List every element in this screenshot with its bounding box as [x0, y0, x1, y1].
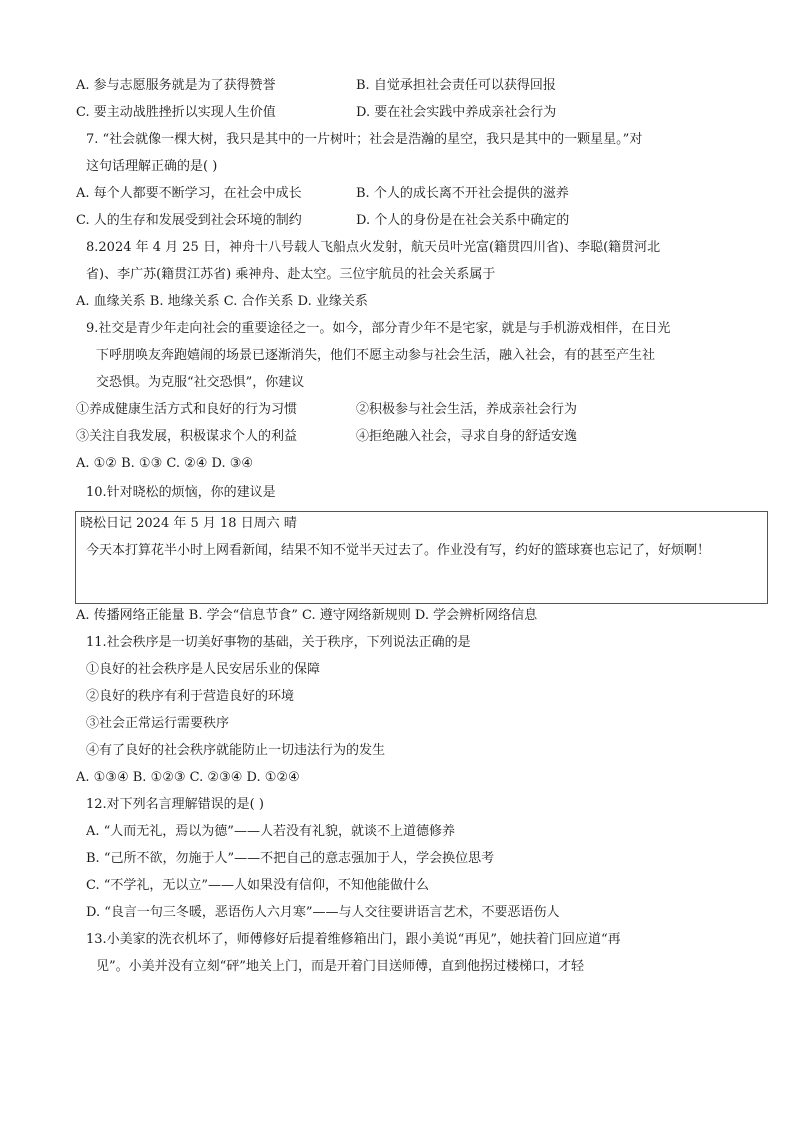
q11-statement-1: ①良好的社会秩序是人民安居乐业的保障 [86, 662, 321, 677]
q6-option-a: A. 参与志愿服务就是为了获得赞誉 [76, 78, 276, 93]
q7-option-a: A. 每个人都要不断学习，在社会中成长 [76, 186, 302, 201]
q12-option-b: B. “己所不欲，勿施于人”——不把自己的意志强加于人，学会换位思考 [86, 851, 495, 866]
q13-stem-line2: 见”。小美并没有立刻“砰”地关上门，而是开着门目送师傅，直到他拐过楼梯口，才轻 [96, 959, 584, 974]
q11-options: A. ①③④ B. ①②③ C. ②③④ D. ①②④ [76, 770, 300, 785]
q12-option-c: C. “不学礼，无以立”——人如果没有信仰，不知他能做什么 [86, 878, 430, 893]
diary-header: 晓松日记 2024 年 5 月 18 日周六 晴 [80, 516, 297, 531]
q9-statement-1: ①养成健康生活方式和良好的行为习惯 [76, 402, 298, 417]
q11-stem: 11.社会秩序是一切美好事物的基础，关于秩序，下列说法正确的是 [86, 635, 471, 650]
q13-stem-line1: 13.小美家的洗衣机坏了，师傅修好后提着维修箱出门，跟小美说“再见”，她扶着门回应道“再 [86, 932, 621, 947]
q7-stem-line2: 这句话理解正确的是( ) [86, 159, 218, 174]
q9-options: A. ①② B. ①③ C. ②④ D. ③④ [76, 456, 254, 471]
q9-stem-line3: 交恐惧。为克服“社交恐惧”，你建议 [96, 375, 305, 390]
q7-option-d: D. 个人的身份是在社会关系中确定的 [356, 213, 570, 228]
q12-option-d: D. “良言一句三冬暖，恶语伤人六月寒”——与人交往要讲语言艺术，不要恶语伤人 [86, 905, 560, 920]
q11-statement-2: ②良好的秩序有利于营造良好的环境 [86, 689, 295, 704]
q12-stem: 12.对下列名言理解错误的是( ) [86, 797, 264, 812]
q12-option-a: A. “人而无礼，焉以为德”——人若没有礼貌，就谈不上道德修养 [86, 824, 455, 839]
q9-stem-line2: 下呼朋唤友奔跑嬉闹的场景已逐渐消失，他们不愿主动参与社会生活，融入社会，有的甚至产生社 [96, 348, 656, 363]
q7-stem-line1: 7. “社会就像一棵大树，我只是其中的一片树叶；社会是浩瀚的星空，我只是其中的一颗星星。”对 [86, 132, 643, 147]
q11-statement-4: ④有了良好的社会秩序就能防止一切违法行为的发生 [86, 743, 386, 758]
diary-body: 今天本打算花半小时上网看新闻，结果不知不觉半天过去了。作业没有写，约好的篮球赛也忘记了，好烦啊！ [86, 543, 711, 558]
q9-stem-line1: 9.社交是青少年走向社会的重要途径之一。如今，部分青少年不是宅家，就是与手机游戏相伴，在日光 [86, 321, 671, 336]
q7-option-c: C. 人的生存和发展受到社会环境的制约 [76, 213, 302, 228]
q9-statement-2: ②积极参与社会生活，养成亲社会行为 [356, 402, 578, 417]
q8-options: A. 血缘关系 B. 地缘关系 C. 合作关系 D. 业缘关系 [76, 294, 368, 309]
q6-option-c: C. 要主动战胜挫折以实现人生价值 [76, 105, 276, 120]
diary-box [75, 511, 768, 604]
q9-statement-4: ④拒绝融入社会，寻求自身的舒适安逸 [356, 429, 578, 444]
q7-option-b: B. 个人的成长离不开社会提供的滋养 [356, 186, 569, 201]
q8-stem-line1: 8.2024 年 4 月 25 日，神舟十八号载人飞船点火发射，航天员叶光富(籍贯四川省)、李聪(籍贯河北 [86, 240, 661, 255]
q11-statement-3: ③社会正常运行需要秩序 [86, 716, 230, 731]
q6-option-d: D. 要在社会实践中养成亲社会行为 [356, 105, 557, 120]
q9-statement-3: ③关注自我发展，积极谋求个人的利益 [76, 429, 298, 444]
q8-stem-line2: 省)、李广苏(籍贯江苏省) 乘神舟、赴太空。三位宇航员的社会关系属于 [86, 267, 496, 282]
q10-stem: 10.针对晓松的烦恼，你的建议是 [86, 485, 276, 500]
q6-option-b: B. 自觉承担社会责任可以获得回报 [356, 78, 556, 93]
q10-options: A. 传播网络正能量 B. 学会“信息节食” C. 遵守网络新规则 D. 学会辨析网络信息 [76, 608, 538, 623]
